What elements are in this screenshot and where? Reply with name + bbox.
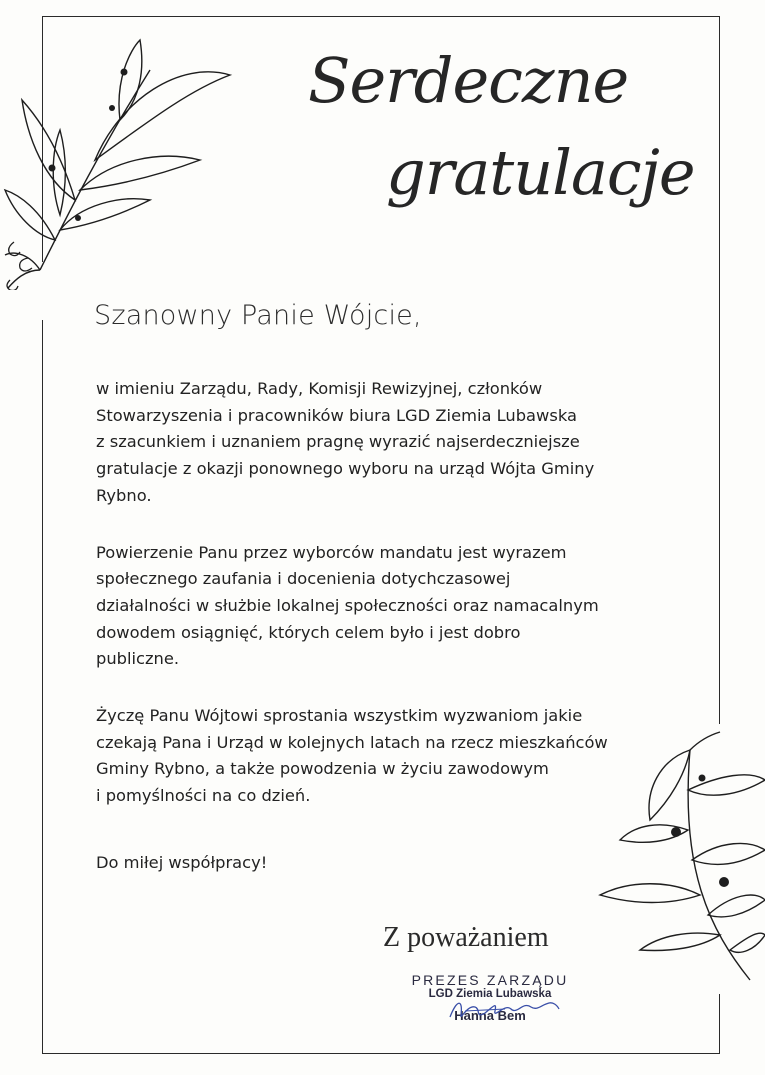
title-line-2: gratulacje [386,136,695,209]
paragraph-line: Rybno. [96,485,152,505]
paragraph-line: społecznego zaufania i docenienia dotychczasowej [96,569,511,589]
paragraph-line: Gminy Rybno, a także powodzenia w życiu zawodowym [96,759,549,779]
signature-role: PREZES ZARZĄDU [411,972,569,988]
paragraph-line: Życzę Panu Wójtowi sprostania wszystkim wyzwaniom jakie [96,706,583,726]
paragraph-2 [96,540,696,674]
paragraph-line: dowodem osiągnięć, których celem było i jest dobro [96,622,521,642]
title-line-1: Serdeczne [308,44,629,117]
paragraph-line: działalności w służbie lokalnej społeczności oraz namacalnym [96,595,599,615]
letter-body [96,376,696,840]
paragraph-3 [96,703,696,810]
salutation: Szanowny Panie Wójcie, [94,300,422,331]
closing-line: Do miłej współpracy! [96,853,268,872]
handwritten-signature-icon [445,995,565,1025]
paragraph-line: z szacunkiem i uznaniem pragnę wyrazić najserdeczniejsze [96,432,580,452]
paragraph-line: gratulacje z okazji ponownego wyboru na urząd Wójta Gminy [96,459,595,479]
paragraph-line: czekają Pana i Urząd w kolejnych latach na rzecz mieszkańców [96,732,608,752]
paragraph-line: i pomyślności na co dzień. [96,786,311,806]
paragraph-line: Stowarzyszenia i pracowników biura LGD Ziemia Lubawska [96,405,577,425]
signature-name: Hanna Bem [454,1008,526,1023]
regards-line: Z poważaniem [383,922,549,953]
title-heading [300,44,695,209]
paragraph-1 [96,376,696,510]
paragraph-line: Powierzenie Panu przez wyborców mandatu jest wyrazem [96,542,567,562]
signature-organization: LGD Ziemia Lubawska [428,988,552,1000]
paragraph-line: w imieniu Zarządu, Rady, Komisji Rewizyjnej, członków [96,379,543,398]
leaf-branch-top-left-icon [0,30,240,290]
paragraph-line: publiczne. [96,649,180,669]
